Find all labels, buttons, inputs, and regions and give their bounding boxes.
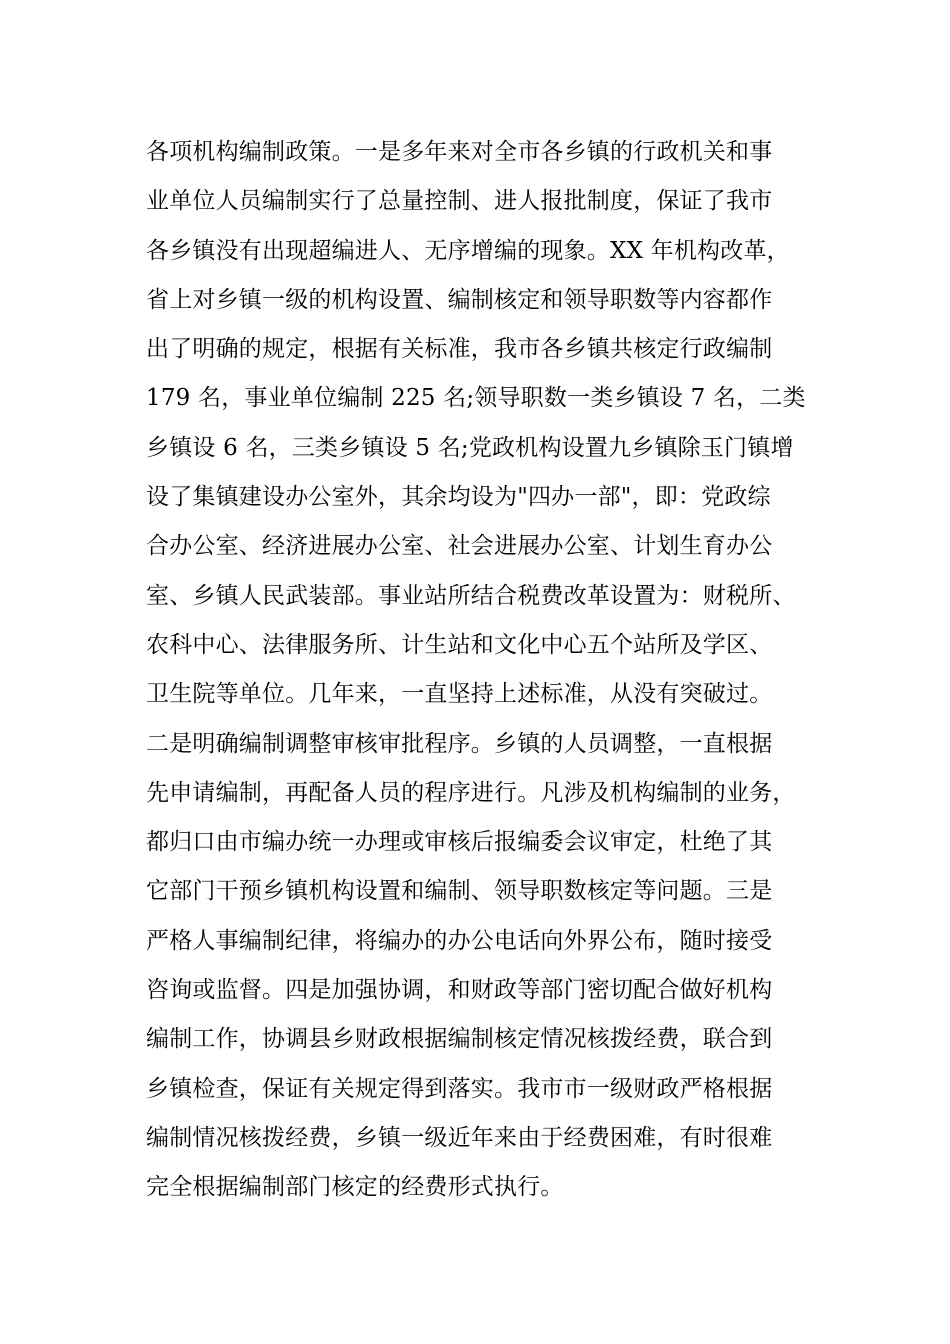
- text-line: 室、乡镇人民武装部。事业站所结合税费改革设置为：财税所、: [146, 582, 796, 609]
- text-line: 各乡镇没有出现超编进人、无序增编的现象。XX 年机构改革，: [146, 237, 790, 264]
- text-line: 各项机构编制政策。一是多年来对全市各乡镇的行政机关和事: [146, 139, 773, 165]
- text-line: 卫生院等单位。几年来，一直坚持上述标准，从没有突破过。: [146, 681, 773, 708]
- text-line: 编制工作，协调县乡财政根据编制核定情况核拨经费，联合到: [146, 1026, 773, 1053]
- text-line: 编制情况核拨经费，乡镇一级近年来由于经费困难，有时很难: [146, 1124, 773, 1151]
- text-line: 它部门干预乡镇机构设置和编制、领导职数核定等问题。三是: [146, 878, 773, 905]
- text-line: 设了集镇建设办公室外，其余均设为"四办一部"，即：党政综: [146, 484, 771, 511]
- text-line: 出了明确的规定，根据有关标准，我市各乡镇共核定行政编制: [146, 336, 773, 363]
- text-line: 严格人事编制纪律，将编办的办公电话向外界公布，随时接受: [146, 927, 773, 954]
- text-line: 先申请编制，再配备人员的程序进行。凡涉及机构编制的业务，: [146, 779, 796, 806]
- text-line: 都归口由市编办统一办理或审核后报编委会议审定，杜绝了其: [146, 829, 773, 856]
- text-line: 合办公室、经济进展办公室、社会进展办公室、计划生育办公: [146, 533, 773, 560]
- text-line: 省上对乡镇一级的机构设置、编制核定和领导职数等内容都作: [146, 286, 773, 313]
- text-line: 完全根据编制部门核定的经费形式执行。: [146, 1174, 564, 1201]
- text-line: 乡镇设 6 名，三类乡镇设 5 名;党政机构设置九乡镇除玉门镇增: [146, 434, 794, 461]
- text-line: 179 名，事业单位编制 225 名;领导职数一类乡镇设 7 名，二类: [146, 385, 806, 412]
- text-line: 农科中心、法律服务所、计生站和文化中心五个站所及学区、: [146, 631, 773, 658]
- body-paragraph: [146, 128, 818, 1213]
- text-line: 业单位人员编制实行了总量控制、进人报批制度，保证了我市: [146, 188, 773, 215]
- text-line: 咨询或监督。四是加强协调，和财政等部门密切配合做好机构: [146, 977, 773, 1004]
- text-line: 乡镇检查，保证有关规定得到落实。我市市一级财政严格根据: [146, 1075, 773, 1102]
- text-line: 二是明确编制调整审核审批程序。乡镇的人员调整，一直根据: [146, 730, 773, 757]
